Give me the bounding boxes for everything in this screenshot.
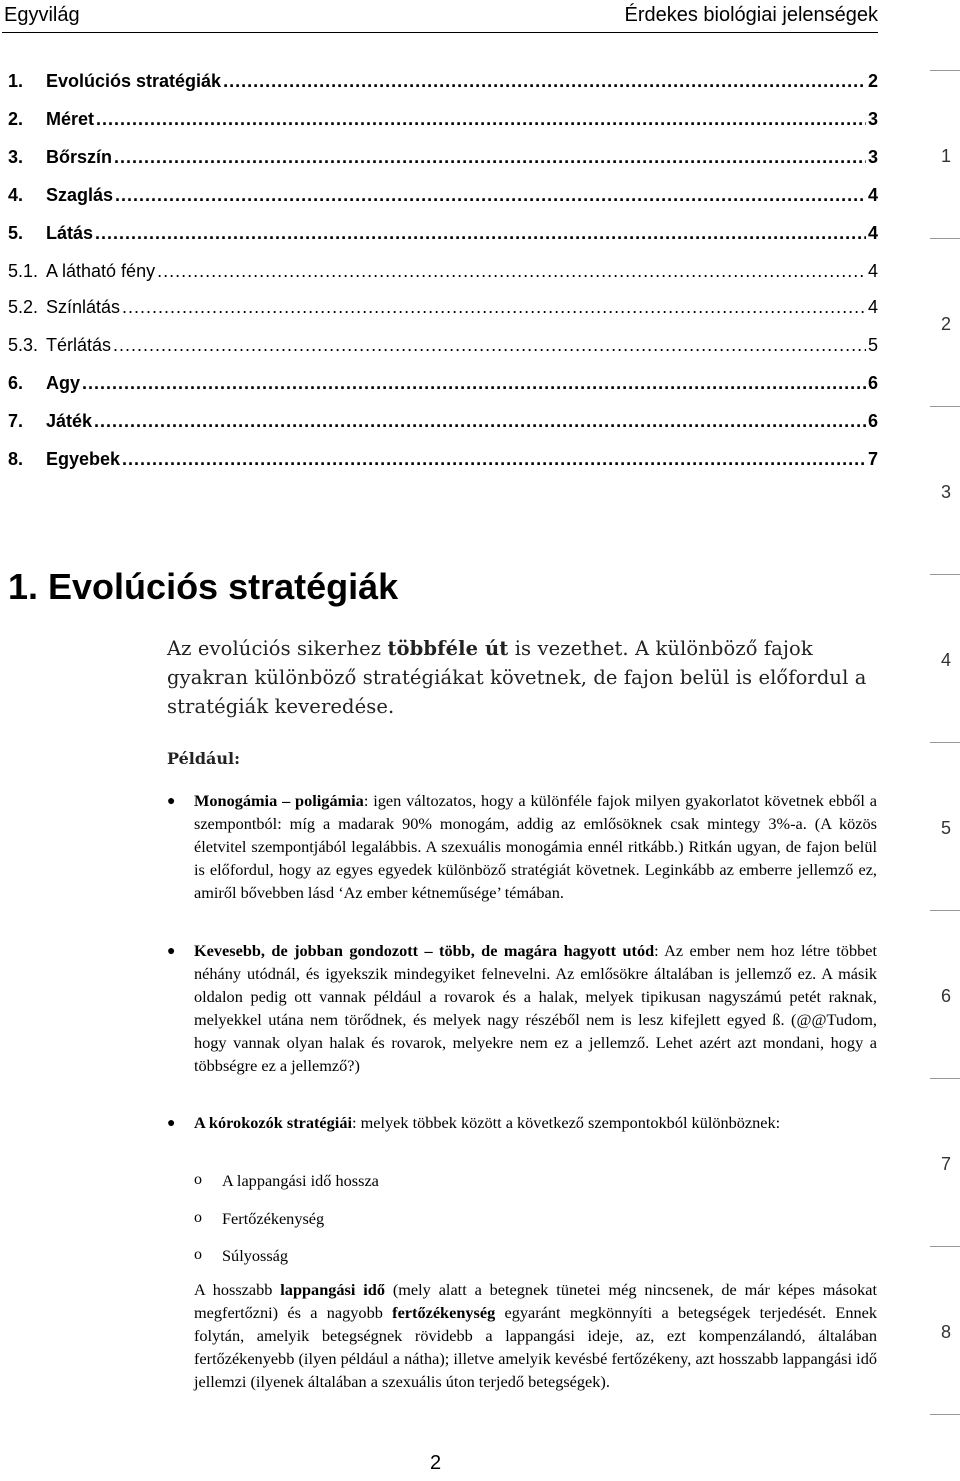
- margin-number: 1: [940, 146, 951, 166]
- margin-number: 6: [940, 986, 951, 1006]
- toc-title: Agy: [46, 373, 81, 393]
- toc-leader: [95, 223, 866, 244]
- toc-number: 5.3.: [8, 335, 39, 355]
- toc-page: 4: [867, 261, 878, 281]
- toc-title: Játék: [46, 411, 93, 431]
- margin-rule: [930, 1414, 960, 1415]
- margin-number: 8: [940, 1322, 951, 1342]
- sub-item: Súlyosság: [222, 1246, 289, 1265]
- toc-number: 5.1.: [8, 261, 39, 281]
- bullet-paragraph: Kevesebb, de jobban gondozott – több, de magára hagyott utód: Az ember nem hoz létre többet néhány utódnál, és igyekszik mindegyiket felnevelni. Az emlősökre általában is jellemző ez. A másik oldalon pedig ott vannak például a rovarok és a halak, melyek tipikusan nagyszámú petét raknak, melyekkel utána nem törődnek, és melyek nagy részéből nem is lesz kifejlett egyed ß. (@@Tudom, hogy vannak olyan halak és rovarok, melyekre nem ez a jellemző. Lehet azért azt mondani, hogy a többségre ez a jellemző?): [194, 941, 877, 1075]
- header-rule: [2, 32, 878, 33]
- toc-entry[interactable]: [8, 297, 878, 321]
- margin-rule: [930, 406, 960, 407]
- margin-number: 3: [940, 482, 951, 502]
- toc-page: 7: [867, 449, 878, 469]
- bullet-icon: ●: [167, 1116, 176, 1131]
- toc-number: 8.: [8, 449, 24, 469]
- intro-paragraph: Az evolúciós sikerhez többféle út is vezethet. A különböző fajok gyakran különböző stratégiákat követnek, de fajon belül is előfordul a stratégiák keveredése.: [167, 637, 867, 718]
- toc-number: 7.: [8, 411, 24, 431]
- toc-number: 4.: [8, 185, 24, 205]
- sub-item: Fertőzékenység: [222, 1209, 325, 1228]
- toc-page: 6: [867, 411, 878, 431]
- margin-number: 7: [940, 1154, 951, 1174]
- toc-leader: [157, 261, 866, 282]
- margin-rule: [930, 238, 960, 239]
- margin-number: 4: [940, 650, 951, 670]
- margin-rule: [930, 910, 960, 911]
- toc-number: 2.: [8, 109, 24, 129]
- toc-leader: [114, 147, 866, 168]
- margin-rule: [930, 70, 960, 71]
- toc-page: 6: [867, 373, 878, 393]
- toc-title: Evolúciós stratégiák: [46, 71, 222, 91]
- header-left: Egyvilág: [4, 4, 80, 26]
- margin-rule: [930, 574, 960, 575]
- margin-number: 5: [940, 818, 951, 838]
- header-right: Érdekes biológiai jelenségek: [624, 4, 878, 26]
- examples-label: Például:: [167, 749, 241, 768]
- toc-leader: [113, 335, 866, 356]
- toc-page: 4: [867, 297, 878, 317]
- toc-page: 4: [867, 185, 878, 205]
- toc-number: 3.: [8, 147, 24, 167]
- toc-leader: [96, 109, 866, 130]
- toc-title: Bőrszín: [46, 147, 113, 167]
- bullet-paragraph: Monogámia – poligámia: igen változatos, hogy a különféle fajok milyen gyakorlatot követnek ebből a szempontból: míg a madarak 90% monogám, addig az emlősöknek csak mintegy 3%-a. (A közös életvitel szempontjából legalábbis. A szexuális monogámia ennél ritkább.) Ritkán ugyan, de fajon belül is előfordul, hogy az egyes egyedek különböző stratégiát követnek. Leginkább az emberre jellemző ez, amiről bővebben lásd ‘Az ember kétneműsége’ témában.: [194, 791, 877, 902]
- toc-leader: [115, 185, 866, 206]
- toc-number: 5.: [8, 223, 24, 243]
- margin-number: 2: [940, 314, 951, 334]
- toc-title: A látható fény: [46, 261, 156, 281]
- toc-title: Színlátás: [46, 297, 121, 317]
- toc-title: Térlátás: [46, 335, 112, 355]
- sub-item: A lappangási idő hossza: [222, 1171, 379, 1190]
- toc-page: 4: [867, 223, 878, 243]
- sub-bullet-icon: o: [194, 1246, 202, 1263]
- toc-leader: [94, 411, 866, 432]
- toc-title: Látás: [46, 223, 94, 243]
- sub-bullet-icon: o: [194, 1209, 202, 1226]
- toc-entry[interactable]: [8, 449, 878, 473]
- toc-number: 1.: [8, 71, 24, 91]
- toc-page: 5: [867, 335, 878, 355]
- toc-leader: [122, 449, 866, 470]
- page-number: 2: [430, 1452, 442, 1474]
- toc-title: Egyebek: [46, 449, 121, 469]
- toc-entry[interactable]: [8, 373, 878, 397]
- margin-rule: [930, 1078, 960, 1079]
- toc-entry[interactable]: [8, 335, 878, 359]
- bullet-paragraph: A kórokozók stratégiái: melyek többek között a következő szempontokból különböznek:: [194, 1113, 781, 1132]
- toc-entry[interactable]: [8, 109, 878, 133]
- toc-entry[interactable]: [8, 411, 878, 435]
- toc-page: 3: [867, 109, 878, 129]
- closing-paragraph: A hosszabb lappangási idő (mely alatt a betegnek tünetei még nincsenek, de már képes másokat megfertőzni) és a nagyobb fertőzékenység egyaránt megkönnyíti a betegségek terjedését. Ennek folytán, amelyik betegségnek rövidebb a lappangási ideje, az, ezt kompenzálandó, általában fertőzékenyebb (ilyen például a nátha); illetve amelyik kevésbé fertőzékeny, azt hosszabb lappangási idő jellemzi (ilyenek általában a szexuális úton terjedő betegségek).: [194, 1280, 878, 1391]
- toc-entry[interactable]: [8, 71, 878, 95]
- toc-entry[interactable]: [8, 185, 878, 209]
- margin-rule: [930, 742, 960, 743]
- toc-leader: [122, 297, 866, 318]
- toc-page: 2: [867, 71, 878, 91]
- toc-entry[interactable]: [8, 147, 878, 171]
- toc-entry[interactable]: [8, 223, 878, 247]
- toc-leader: [223, 71, 866, 92]
- toc-entry[interactable]: [8, 261, 878, 285]
- toc-number: 6.: [8, 373, 24, 393]
- sub-bullet-icon: o: [194, 1171, 202, 1188]
- toc-leader: [82, 373, 866, 394]
- section-title: 1. Evolúciós stratégiák: [8, 566, 399, 607]
- toc-title: Méret: [46, 109, 95, 129]
- toc-number: 5.2.: [8, 297, 39, 317]
- margin-rule: [930, 1246, 960, 1247]
- toc-page: 3: [867, 147, 878, 167]
- bullet-icon: ●: [167, 944, 176, 959]
- toc-title: Szaglás: [46, 185, 114, 205]
- bullet-icon: ●: [167, 794, 176, 809]
